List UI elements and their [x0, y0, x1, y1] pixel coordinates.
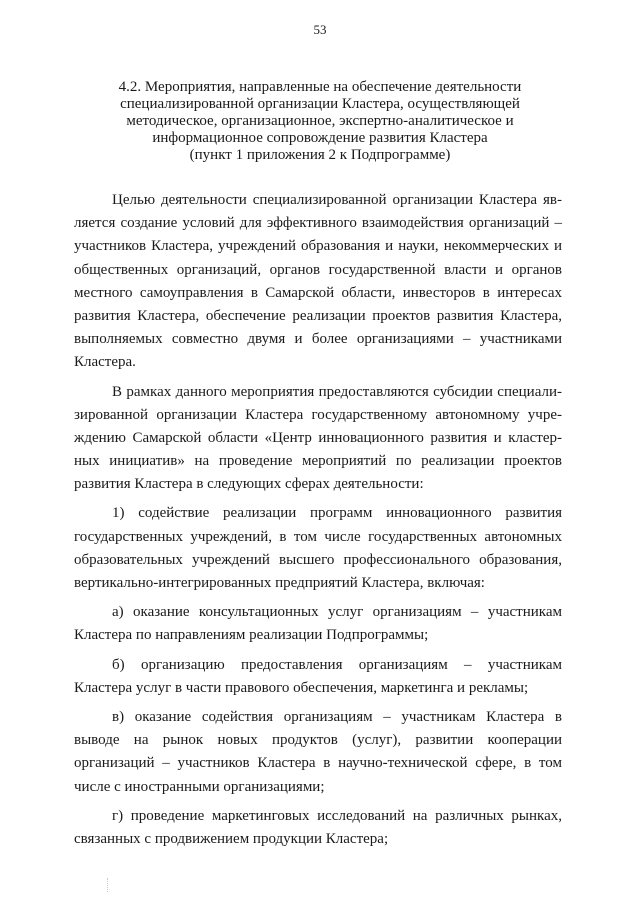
heading-line: методическое, организационное, экспертно-аналитическое и	[126, 113, 514, 129]
paragraph-purpose	[74, 189, 562, 375]
page-number: 53	[313, 22, 327, 37]
text-line: общественных организаций, органов государственной власти и органов	[74, 261, 562, 278]
text-line: числе с иностранными организациями;	[74, 778, 325, 795]
heading-line: 4.2. Мероприятия, направленные на обеспечение деятельности	[118, 79, 522, 95]
body-text	[74, 189, 562, 851]
text-line: государственных учреждений, в том числе государственных автономных	[74, 528, 562, 545]
text-line: 1) содействие реализации программ инновационного развития	[112, 505, 562, 522]
text-line: выводе на рынок новых продуктов (услуг), развитии кооперации	[74, 732, 562, 749]
text-line: участников Кластера, учреждений образования и науки, некоммерческих и	[74, 238, 562, 255]
text-line: Целью деятельности специализированной организации Кластера яв-	[112, 192, 562, 208]
list-item-v	[74, 706, 562, 799]
heading-line: (пункт 1 приложения 2 к Подпрограмме)	[189, 147, 451, 163]
text-line: ных инициатив» на проведение мероприятий по реализации проектов	[74, 453, 562, 470]
list-item-b	[74, 654, 562, 700]
list-item-1	[74, 502, 562, 595]
text-line: местного самоуправления в Самарской области, инвесторов в интересах	[74, 284, 562, 301]
text-line: ляется создание условий для эффективного взаимодействия организаций –	[74, 215, 562, 232]
scan-margin-mark	[107, 878, 109, 892]
paragraph-subsidies	[74, 381, 562, 497]
text-line: б) организацию предоставления организациям – участникам	[112, 656, 562, 673]
text-line: развития Кластера в следующих сферах деятельности:	[74, 476, 424, 493]
list-item-a	[74, 601, 562, 647]
text-line: г) проведение маркетинговых исследований на различных рынках,	[112, 807, 562, 824]
section-heading	[60, 79, 580, 164]
heading-line: информационное сопровождение развития Кластера	[152, 130, 488, 146]
heading-line: специализированной организации Кластера, осуществляющей	[120, 96, 520, 112]
text-line: Кластера по направлениям реализации Подпрограммы;	[74, 627, 429, 644]
text-line: в) оказание содействия организациям – участникам Кластера в	[112, 708, 562, 725]
text-line: ждению Самарской области «Центр инновационного развития и кластер-	[74, 429, 562, 446]
text-line: организаций – участников Кластера в научно-технической сфере, в том	[74, 755, 562, 772]
text-line: Кластера услуг в части правового обеспечения, маркетинга и рекламы;	[74, 679, 529, 696]
text-line: образовательных учреждений высшего профессионального образования,	[74, 551, 562, 568]
text-line: Кластера.	[74, 354, 136, 371]
text-line: В рамках данного мероприятия предоставляются субсидии специали-	[112, 383, 562, 400]
list-item-g	[74, 805, 562, 851]
text-line: выполняемых совместно двумя и более организациями – участниками	[74, 331, 562, 348]
text-line: связанных с продвижением продукции Кластера;	[74, 830, 389, 847]
text-line: а) оказание консультационных услуг организациям – участникам	[112, 604, 562, 621]
text-line: зированной организации Кластера государственному автономному учре-	[74, 406, 562, 423]
text-line: вертикально-интегрированных предприятий Кластера, включая:	[74, 575, 485, 591]
text-line: развития Кластера, обеспечение реализации проектов развития Кластера,	[74, 307, 562, 324]
